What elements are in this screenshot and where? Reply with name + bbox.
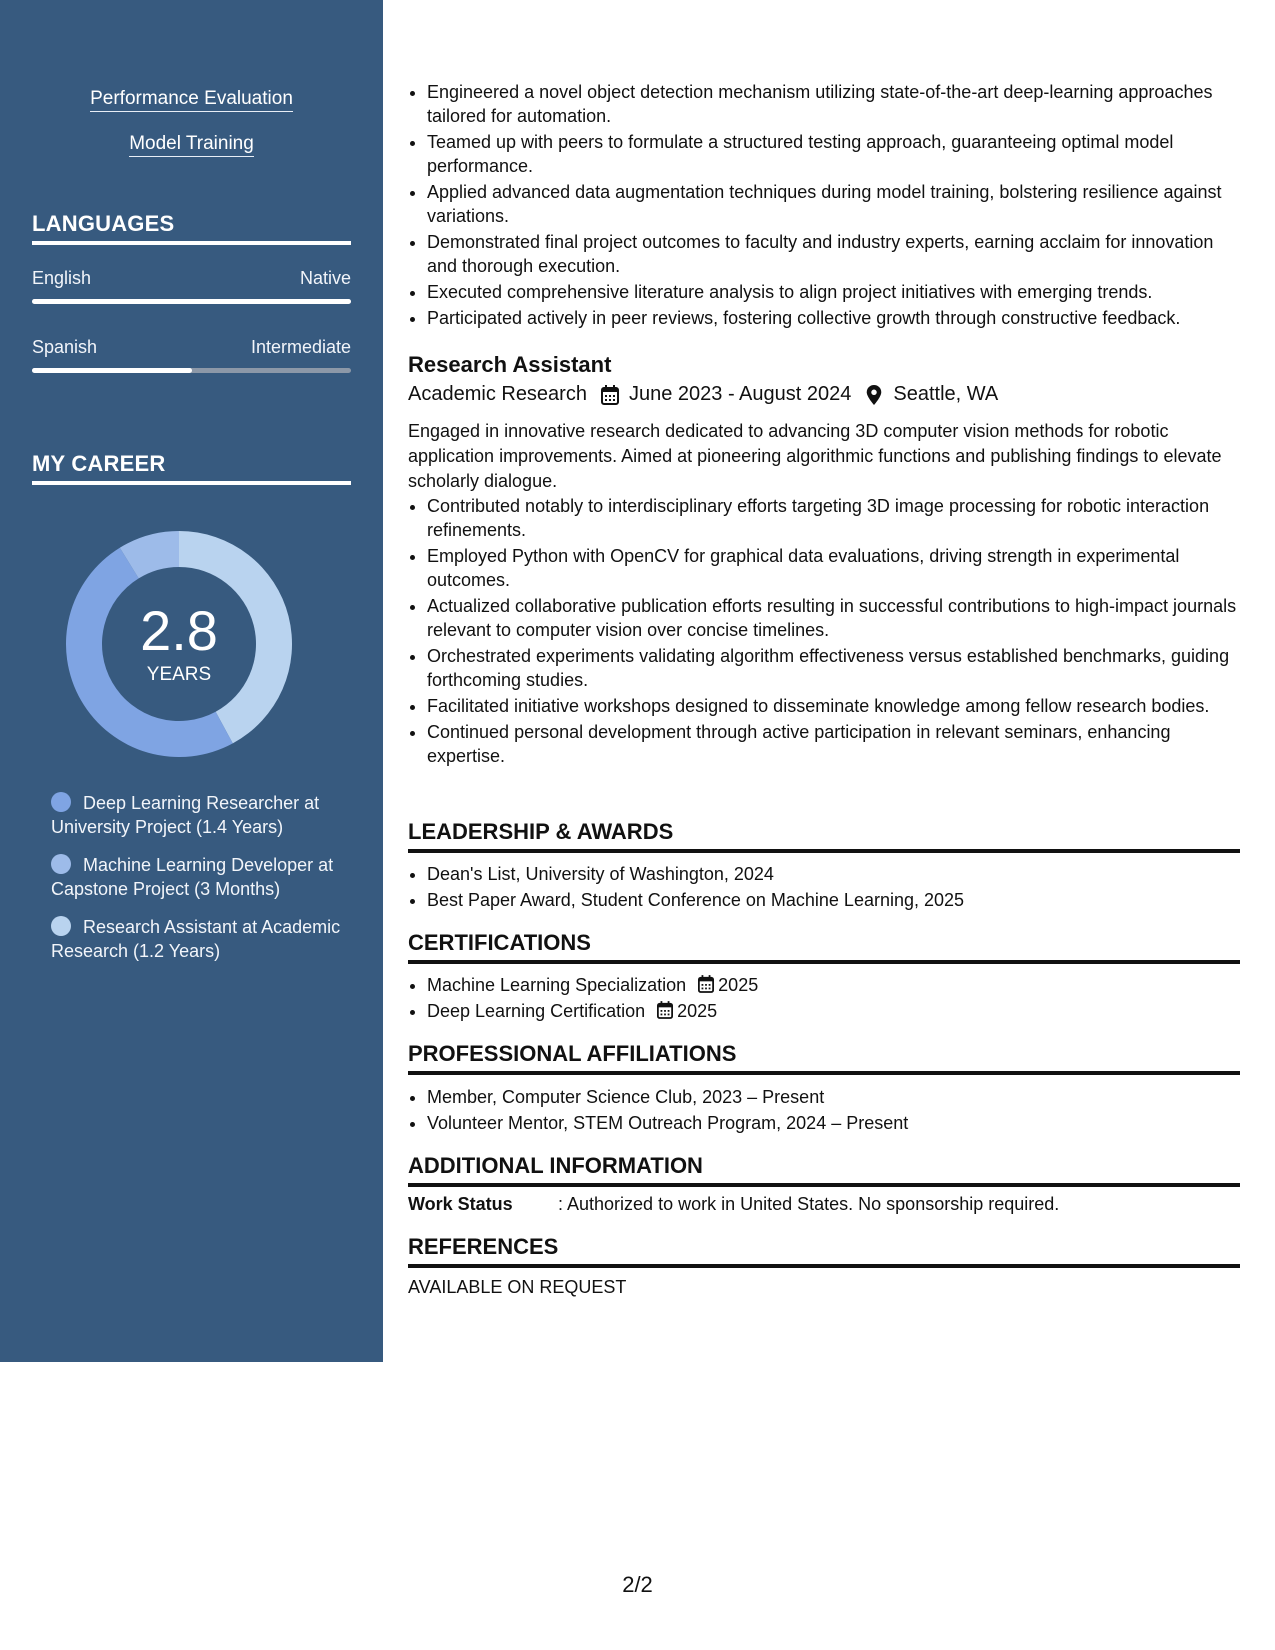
additional-info-heading: ADDITIONAL INFORMATION xyxy=(408,1153,1240,1187)
previous-job-bullets xyxy=(408,80,1243,332)
list-item: • Machine Learning Specialization 2025 xyxy=(427,973,1243,997)
work-status-row xyxy=(408,1194,1059,1215)
list-item: • Actualized collaborative publication efforts resulting in successful contributions to high-impact journals relevant to computer vision over concise timelines. xyxy=(427,594,1243,642)
list-item: • Dean's List, University of Washington, 2024 xyxy=(427,862,1243,886)
language-level: Intermediate xyxy=(250,337,351,357)
references-text: AVAILABLE ON REQUEST xyxy=(408,1277,627,1297)
language-name: English xyxy=(32,268,92,288)
list-item: • Volunteer Mentor, STEM Outreach Program, 2024 – Present xyxy=(427,1111,1243,1135)
career-item: Research Assistant at Academic Research (1.2 Years) xyxy=(51,917,341,961)
affiliations-list xyxy=(408,1085,1243,1137)
job-description: Engaged in innovative research dedicated to advancing 3D computer vision methods for robotic application improvements. Aimed at pioneering algorithmic functions and publishing findings to elevate scholarly dialogue. xyxy=(408,421,1222,491)
list-item: • Facilitated initiative workshops designed to disseminate knowledge among fellow research bodies. xyxy=(427,694,1243,718)
language-bar-fill xyxy=(32,299,351,304)
list-item: • Teamed up with peers to formulate a structured testing approach, guaranteeing optimal model performance. xyxy=(427,130,1243,178)
list-item: • Contributed notably to interdisciplinary efforts targeting 3D image processing for robotic interaction refinements. xyxy=(427,494,1243,542)
calendar-icon xyxy=(698,975,714,993)
calendar-icon xyxy=(601,385,619,405)
affiliations-heading: PROFESSIONAL AFFILIATIONS xyxy=(408,1041,1240,1075)
career-dot-icon xyxy=(51,916,71,936)
skill-link-model-training[interactable]: Model Training xyxy=(0,133,383,155)
language-name: Spanish xyxy=(32,337,98,357)
skill-link-performance-evaluation[interactable]: Performance Evaluation xyxy=(0,88,383,110)
job-location: Seattle, WA xyxy=(893,383,999,405)
page-number: 2/2 xyxy=(622,1572,653,1597)
sidebar xyxy=(0,0,383,1362)
career-total-unit: YEARS xyxy=(146,664,212,685)
job-dates: June 2023 - August 2024 xyxy=(628,383,852,405)
list-item: • Engineered a novel object detection mechanism utilizing state-of-the-art deep-learning approaches tailored for automation. xyxy=(427,80,1243,128)
list-item: • Applied advanced data augmentation techniques during model training, bolstering resilience against variations. xyxy=(427,180,1243,228)
work-status-label: Work Status xyxy=(408,1194,513,1214)
references-heading: REFERENCES xyxy=(408,1234,1240,1268)
career-item: Machine Learning Developer at Capstone Project (3 Months) xyxy=(51,855,334,899)
list-item: • Demonstrated final project outcomes to faculty and industry experts, earning acclaim for innovation and thorough execution. xyxy=(427,230,1243,278)
list-item: • Participated actively in peer reviews, fostering collective growth through constructive feedback. xyxy=(427,306,1243,330)
certifications-heading: CERTIFICATIONS xyxy=(408,930,1240,964)
calendar-icon xyxy=(657,1001,673,1019)
career-dot-icon xyxy=(51,854,71,874)
career-item: Deep Learning Researcher at University Project (1.4 Years) xyxy=(51,793,320,837)
job-company: Academic Research xyxy=(408,383,587,405)
work-status-value: : Authorized to work in United States. No sponsorship required. xyxy=(558,1194,1060,1214)
list-item: • Continued personal development through active participation in relevant seminars, enhancing expertise. xyxy=(427,720,1243,768)
certifications-list xyxy=(408,973,1243,1025)
language-level: Native xyxy=(299,268,351,288)
language-row-english xyxy=(32,268,351,289)
career-total-value: 2.8 xyxy=(140,599,218,662)
list-item: • Employed Python with OpenCV for graphical data evaluations, driving strength in experimental outcomes. xyxy=(427,544,1243,592)
list-item: • Executed comprehensive literature analysis to align project initiatives with emerging trends. xyxy=(427,280,1243,304)
job-bullets xyxy=(408,494,1243,770)
list-item: • Deep Learning Certification 2025 xyxy=(427,999,1243,1023)
language-bar-english xyxy=(32,299,351,304)
career-heading: MY CAREER xyxy=(32,451,351,485)
location-pin-icon xyxy=(865,385,883,405)
awards-heading: LEADERSHIP & AWARDS xyxy=(408,819,1240,853)
languages-heading: LANGUAGES xyxy=(32,211,351,245)
list-item: • Member, Computer Science Club, 2023 – Present xyxy=(427,1085,1243,1109)
language-row-spanish xyxy=(32,337,351,358)
job-title: Research Assistant xyxy=(408,352,612,377)
language-bar-spanish xyxy=(32,368,351,373)
awards-list xyxy=(408,862,1243,914)
language-bar-fill xyxy=(32,368,192,373)
list-item: • Best Paper Award, Student Conference on Machine Learning, 2025 xyxy=(427,888,1243,912)
job-meta xyxy=(408,383,998,406)
career-dot-icon xyxy=(51,792,71,812)
list-item: • Orchestrated experiments validating algorithm effectiveness versus established benchmarks, guiding forthcoming studies. xyxy=(427,644,1243,692)
